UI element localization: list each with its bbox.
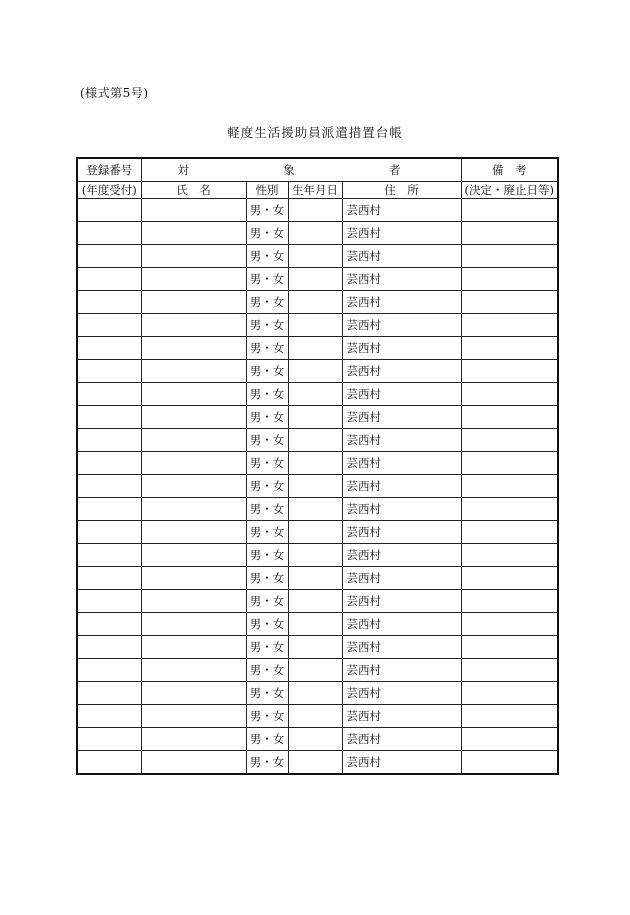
birthdate-cell[interactable] — [288, 268, 342, 291]
table-row — [77, 521, 558, 544]
sex-cell[interactable]: 男・女 — [246, 705, 288, 728]
address-cell[interactable]: 芸西村 — [342, 291, 461, 314]
header-reg-no-bottom: (年度受付) — [77, 182, 141, 199]
address-cell[interactable]: 芸西村 — [342, 705, 461, 728]
address-cell[interactable]: 芸西村 — [342, 613, 461, 636]
reg-no-cell[interactable] — [77, 613, 141, 636]
birthdate-cell[interactable] — [288, 659, 342, 682]
reg-no-cell[interactable] — [77, 360, 141, 383]
header-address: 住 所 — [342, 182, 461, 199]
ledger-table — [76, 157, 559, 775]
table-row — [77, 429, 558, 452]
table-row — [77, 475, 558, 498]
address-cell[interactable]: 芸西村 — [342, 429, 461, 452]
name-cell[interactable] — [141, 222, 246, 245]
reg-no-cell[interactable] — [77, 682, 141, 705]
address-cell[interactable]: 芸西村 — [342, 475, 461, 498]
name-cell[interactable] — [141, 751, 246, 775]
remarks-cell[interactable] — [461, 360, 558, 383]
name-cell[interactable] — [141, 636, 246, 659]
reg-no-cell[interactable] — [77, 337, 141, 360]
name-cell[interactable] — [141, 682, 246, 705]
sex-cell[interactable]: 男・女 — [246, 291, 288, 314]
sex-cell[interactable]: 男・女 — [246, 751, 288, 775]
name-cell[interactable] — [141, 613, 246, 636]
table-row — [77, 222, 558, 245]
remarks-cell[interactable] — [461, 337, 558, 360]
table-row — [77, 245, 558, 268]
address-cell[interactable]: 芸西村 — [342, 268, 461, 291]
address-cell[interactable]: 芸西村 — [342, 567, 461, 590]
name-cell[interactable] — [141, 567, 246, 590]
remarks-cell[interactable] — [461, 475, 558, 498]
name-cell[interactable] — [141, 544, 246, 567]
reg-no-cell[interactable] — [77, 222, 141, 245]
birthdate-cell[interactable] — [288, 544, 342, 567]
address-cell[interactable]: 芸西村 — [342, 728, 461, 751]
remarks-cell[interactable] — [461, 682, 558, 705]
table-row — [77, 682, 558, 705]
header-target-group: 対象者 — [141, 158, 461, 182]
reg-no-cell[interactable] — [77, 636, 141, 659]
sex-cell[interactable]: 男・女 — [246, 383, 288, 406]
address-cell[interactable]: 芸西村 — [342, 337, 461, 360]
reg-no-cell[interactable] — [77, 268, 141, 291]
reg-no-cell[interactable] — [77, 429, 141, 452]
remarks-cell[interactable] — [461, 268, 558, 291]
table-row — [77, 406, 558, 429]
sex-cell[interactable]: 男・女 — [246, 337, 288, 360]
sex-cell[interactable]: 男・女 — [246, 429, 288, 452]
name-cell[interactable] — [141, 314, 246, 337]
address-cell[interactable]: 芸西村 — [342, 245, 461, 268]
birthdate-cell[interactable] — [288, 406, 342, 429]
remarks-cell[interactable] — [461, 659, 558, 682]
sex-cell[interactable]: 男・女 — [246, 360, 288, 383]
address-cell[interactable]: 芸西村 — [342, 636, 461, 659]
birthdate-cell[interactable] — [288, 383, 342, 406]
remarks-cell[interactable] — [461, 291, 558, 314]
sex-cell[interactable]: 男・女 — [246, 245, 288, 268]
remarks-cell[interactable] — [461, 314, 558, 337]
address-cell[interactable]: 芸西村 — [342, 521, 461, 544]
reg-no-cell[interactable] — [77, 659, 141, 682]
table-row — [77, 383, 558, 406]
address-cell[interactable]: 芸西村 — [342, 498, 461, 521]
birthdate-cell[interactable] — [288, 452, 342, 475]
address-cell[interactable]: 芸西村 — [342, 314, 461, 337]
table-row — [77, 590, 558, 613]
address-cell[interactable]: 芸西村 — [342, 590, 461, 613]
reg-no-cell[interactable] — [77, 521, 141, 544]
birthdate-cell[interactable] — [288, 728, 342, 751]
remarks-cell[interactable] — [461, 452, 558, 475]
name-cell[interactable] — [141, 360, 246, 383]
remarks-cell[interactable] — [461, 705, 558, 728]
table-row — [77, 567, 558, 590]
header-sex: 性別 — [246, 182, 288, 199]
birthdate-cell[interactable] — [288, 682, 342, 705]
reg-no-cell[interactable] — [77, 544, 141, 567]
sex-cell[interactable]: 男・女 — [246, 406, 288, 429]
name-cell[interactable] — [141, 406, 246, 429]
table-row — [77, 337, 558, 360]
header-remarks-top: 備 考 — [461, 158, 558, 182]
remarks-cell[interactable] — [461, 636, 558, 659]
header-reg-no-top: 登録番号 — [77, 158, 141, 182]
table-row — [77, 314, 558, 337]
address-cell[interactable]: 芸西村 — [342, 199, 461, 222]
name-cell[interactable] — [141, 452, 246, 475]
header-birthdate: 生年月日 — [288, 182, 342, 199]
sex-cell[interactable]: 男・女 — [246, 590, 288, 613]
address-cell[interactable]: 芸西村 — [342, 406, 461, 429]
sex-cell[interactable]: 男・女 — [246, 567, 288, 590]
table-row — [77, 360, 558, 383]
remarks-cell[interactable] — [461, 406, 558, 429]
remarks-cell[interactable] — [461, 567, 558, 590]
reg-no-cell[interactable] — [77, 245, 141, 268]
sex-cell[interactable]: 男・女 — [246, 452, 288, 475]
reg-no-cell[interactable] — [77, 406, 141, 429]
sex-cell[interactable]: 男・女 — [246, 498, 288, 521]
header-remarks-bottom: (決定・廃止日等) — [461, 182, 558, 199]
remarks-cell[interactable] — [461, 751, 558, 775]
sex-cell[interactable]: 男・女 — [246, 268, 288, 291]
name-cell[interactable] — [141, 337, 246, 360]
remarks-cell[interactable] — [461, 728, 558, 751]
reg-no-cell[interactable] — [77, 705, 141, 728]
name-cell[interactable] — [141, 521, 246, 544]
remarks-cell[interactable] — [461, 245, 558, 268]
table-row — [77, 199, 558, 222]
table-row — [77, 705, 558, 728]
birthdate-cell[interactable] — [288, 705, 342, 728]
remarks-cell[interactable] — [461, 521, 558, 544]
birthdate-cell[interactable] — [288, 521, 342, 544]
table-row — [77, 613, 558, 636]
name-cell[interactable] — [141, 659, 246, 682]
birthdate-cell[interactable] — [288, 567, 342, 590]
remarks-cell[interactable] — [461, 383, 558, 406]
table-row — [77, 291, 558, 314]
reg-no-cell[interactable] — [77, 590, 141, 613]
address-cell[interactable]: 芸西村 — [342, 360, 461, 383]
birthdate-cell[interactable] — [288, 475, 342, 498]
sex-cell[interactable]: 男・女 — [246, 728, 288, 751]
sex-cell[interactable]: 男・女 — [246, 544, 288, 567]
name-cell[interactable] — [141, 268, 246, 291]
table-row — [77, 636, 558, 659]
remarks-cell[interactable] — [461, 590, 558, 613]
address-cell[interactable]: 芸西村 — [342, 659, 461, 682]
sex-cell[interactable]: 男・女 — [246, 659, 288, 682]
table-row — [77, 544, 558, 567]
name-cell[interactable] — [141, 475, 246, 498]
reg-no-cell[interactable] — [77, 728, 141, 751]
address-cell[interactable]: 芸西村 — [342, 544, 461, 567]
reg-no-cell[interactable] — [77, 567, 141, 590]
name-cell[interactable] — [141, 429, 246, 452]
reg-no-cell[interactable] — [77, 475, 141, 498]
address-cell[interactable]: 芸西村 — [342, 383, 461, 406]
reg-no-cell[interactable] — [77, 498, 141, 521]
remarks-cell[interactable] — [461, 498, 558, 521]
name-cell[interactable] — [141, 383, 246, 406]
birthdate-cell[interactable] — [288, 613, 342, 636]
name-cell[interactable] — [141, 245, 246, 268]
remarks-cell[interactable] — [461, 429, 558, 452]
birthdate-cell[interactable] — [288, 337, 342, 360]
address-cell[interactable]: 芸西村 — [342, 751, 461, 775]
birthdate-cell[interactable] — [288, 222, 342, 245]
sex-cell[interactable]: 男・女 — [246, 636, 288, 659]
birthdate-cell[interactable] — [288, 751, 342, 775]
table-row — [77, 659, 558, 682]
sex-cell[interactable]: 男・女 — [246, 222, 288, 245]
birthdate-cell[interactable] — [288, 199, 342, 222]
table-row — [77, 751, 558, 775]
birthdate-cell[interactable] — [288, 245, 342, 268]
sex-cell[interactable]: 男・女 — [246, 314, 288, 337]
reg-no-cell[interactable] — [77, 751, 141, 775]
header-name: 氏 名 — [141, 182, 246, 199]
page-title: 軽度生活援助員派遣措置台帳 — [227, 125, 403, 140]
name-cell[interactable] — [141, 728, 246, 751]
address-cell[interactable]: 芸西村 — [342, 682, 461, 705]
birthdate-cell[interactable] — [288, 498, 342, 521]
address-cell[interactable]: 芸西村 — [342, 452, 461, 475]
sex-cell[interactable]: 男・女 — [246, 613, 288, 636]
address-cell[interactable]: 芸西村 — [342, 222, 461, 245]
remarks-cell[interactable] — [461, 544, 558, 567]
table-row — [77, 452, 558, 475]
name-cell[interactable] — [141, 291, 246, 314]
name-cell[interactable] — [141, 498, 246, 521]
ledger-body — [77, 199, 558, 775]
birthdate-cell[interactable] — [288, 590, 342, 613]
sex-cell[interactable]: 男・女 — [246, 682, 288, 705]
sex-cell[interactable]: 男・女 — [246, 521, 288, 544]
table-row — [77, 728, 558, 751]
sex-cell[interactable]: 男・女 — [246, 475, 288, 498]
reg-no-cell[interactable] — [77, 199, 141, 222]
remarks-cell[interactable] — [461, 199, 558, 222]
sex-cell[interactable]: 男・女 — [246, 199, 288, 222]
birthdate-cell[interactable] — [288, 291, 342, 314]
remarks-cell[interactable] — [461, 222, 558, 245]
name-cell[interactable] — [141, 705, 246, 728]
table-row — [77, 268, 558, 291]
name-cell[interactable] — [141, 590, 246, 613]
birthdate-cell[interactable] — [288, 360, 342, 383]
table-row — [77, 498, 558, 521]
reg-no-cell[interactable] — [77, 291, 141, 314]
birthdate-cell[interactable] — [288, 314, 342, 337]
name-cell[interactable] — [141, 199, 246, 222]
form-number: (様式第5号) — [80, 86, 149, 100]
reg-no-cell[interactable] — [77, 314, 141, 337]
reg-no-cell[interactable] — [77, 383, 141, 406]
birthdate-cell[interactable] — [288, 429, 342, 452]
reg-no-cell[interactable] — [77, 452, 141, 475]
remarks-cell[interactable] — [461, 613, 558, 636]
birthdate-cell[interactable] — [288, 636, 342, 659]
